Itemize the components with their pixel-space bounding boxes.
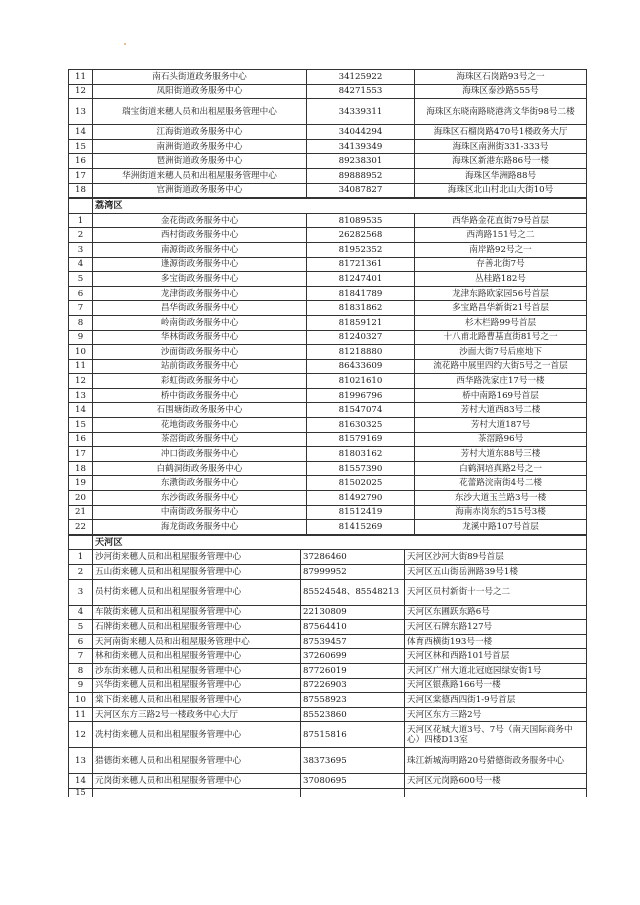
row-center-name: 琶洲街道政务服务中心 [93,154,307,169]
row-center-name: 冲口街政务服务中心 [93,447,307,462]
row-center-name: 车陂街来穗人员和出租屋服务管理中心 [93,605,301,620]
row-center-name: 金花街政务服务中心 [93,213,307,228]
row-center-name: 岭南街政务服务中心 [93,315,307,330]
row-address: 天河区元岗路600号一楼 [405,774,587,789]
row-number: 1 [69,213,93,228]
row-address: 天河区东方三路2号 [405,707,587,722]
row-number: 13 [69,388,93,403]
row-address: 存善北街7号 [415,257,587,272]
table-row [69,168,587,183]
row-center-name: 昌华街政务服务中心 [93,301,307,316]
row-address: 龙津东路欧家园56号首层 [415,286,587,301]
row-number: 18 [69,183,93,198]
row-center-name: 东漖街政务服务中心 [93,476,307,491]
liwan-section-header [69,199,587,214]
liwan-rows [69,213,587,534]
table-row [69,774,587,789]
row-phone: 22130809 [301,605,405,620]
row-number: 7 [69,649,93,664]
liwan-section-title: 荔湾区 [93,199,587,214]
row-center-name: 桥中街政务服务中心 [93,388,307,403]
row-number: 4 [69,257,93,272]
row-address: 海珠区石岗路93号之一 [415,70,587,85]
row-address: 茶滘路96号 [415,432,587,447]
row-address: 海南赤岗东约515号3楼 [415,505,587,520]
tianhe-rows [69,550,587,789]
row-number: 11 [69,359,93,374]
row-center-name: 沙河街来穗人员和出租屋服务管理中心 [93,550,301,565]
table-row [69,418,587,433]
row-number: 2 [69,565,93,580]
row-phone: 89238301 [307,154,415,169]
row-center-name: 石牌街来穗人员和出租屋服务管理中心 [93,620,301,635]
row-phone: 81952352 [307,242,415,257]
row-phone: 81247401 [307,272,415,287]
row-phone: 81721361 [307,257,415,272]
table-row [69,505,587,520]
row-address: 天河区广州大道北冠庭园绿安街1号 [405,663,587,678]
table-row [69,707,587,722]
row-address: 流花路中展里四约大街5号之一首层 [415,359,587,374]
table-row [69,272,587,287]
row-cell-empty [405,788,587,797]
row-center-name: 兴华街来穗人员和出租屋服务管理中心 [93,678,301,693]
row-phone: 87726019 [301,663,405,678]
row-phone: 84271553 [307,84,415,99]
row-address: 芳村大道西83号二楼 [415,403,587,418]
row-number: 16 [69,432,93,447]
row-number: 17 [69,168,93,183]
row-number: 2 [69,228,93,243]
tianhe-table [68,535,587,797]
row-number: 10 [69,345,93,360]
row-address: 天河区员村新街十一号之二 [405,579,587,605]
table-row [69,520,587,535]
row-phone: 81579169 [307,432,415,447]
liwan-section-spacer [69,199,93,214]
row-phone: 81803162 [307,447,415,462]
table-row [69,432,587,447]
row-center-name: 林和街来穗人员和出租屋服务管理中心 [93,649,301,664]
row-address: 海珠区东晓南路晓港湾文华街98号二楼 [415,99,587,125]
row-address: 天河区银燕路166号一楼 [405,678,587,693]
table-row [69,491,587,506]
row-center-name: 东沙街政务服务中心 [93,491,307,506]
row-number: 20 [69,491,93,506]
row-number: 3 [69,242,93,257]
row-center-name: 沙面街政务服务中心 [93,345,307,360]
table-row [69,315,587,330]
row-center-name: 南洲街道政务服务中心 [93,139,307,154]
row-address: 天河区五山街岳洲路39号1楼 [405,565,587,580]
row-center-name: 天河区东方三路2号一楼政务中心大厅 [93,707,301,722]
row-phone: 37260699 [301,649,405,664]
row-center-name: 彩虹街政务服务中心 [93,374,307,389]
table-row [69,99,587,125]
table-row [69,722,587,748]
table-row [69,550,587,565]
row-number: 18 [69,461,93,476]
row-number: 13 [69,748,93,774]
scan-speck [124,43,126,45]
row-number: 11 [69,707,93,722]
row-phone: 81021610 [307,374,415,389]
row-phone: 81996796 [307,388,415,403]
row-center-name: 南源街政务服务中心 [93,242,307,257]
row-number: 9 [69,330,93,345]
table-row [69,374,587,389]
row-number: 15 [69,139,93,154]
row-address: 天河区棠德西四街1-9号首层 [405,693,587,708]
row-phone: 34339311 [307,99,415,125]
row-phone: 86433609 [307,359,415,374]
row-address: 海珠区泰沙路555号 [415,84,587,99]
row-number: 1 [69,550,93,565]
row-phone: 81547074 [307,403,415,418]
row-number: 12 [69,374,93,389]
row-number: 14 [69,125,93,140]
row-center-name: 中南街政务服务中心 [93,505,307,520]
haizhu-table [68,69,587,198]
document-page [68,69,586,797]
table-row [69,634,587,649]
table-row [69,461,587,476]
row-number: 6 [69,634,93,649]
row-address: 西华路金花直街79号首层 [415,213,587,228]
row-center-name: 五山街来穗人员和出租屋服务管理中心 [93,565,301,580]
table-row [69,125,587,140]
table-row [69,154,587,169]
row-center-name: 凤阳街道政务服务中心 [93,84,307,99]
table-row [69,228,587,243]
row-phone: 81630325 [307,418,415,433]
row-phone: 81415269 [307,520,415,535]
row-address: 龙溪中路107号首层 [415,520,587,535]
row-phone: 81859121 [307,315,415,330]
tianhe-section-spacer [69,535,93,550]
row-number: 5 [69,272,93,287]
row-number: 12 [69,722,93,748]
table-row [69,476,587,491]
row-phone: 87226903 [301,678,405,693]
row-address: 花蕾路浣南街4号二楼 [415,476,587,491]
row-center-name: 逢源街政务服务中心 [93,257,307,272]
table-row [69,447,587,462]
row-phone: 81218880 [307,345,415,360]
table-row [69,678,587,693]
row-phone: 34139349 [307,139,415,154]
row-phone: 87539457 [301,634,405,649]
row-center-name: 白鹤洞街政务服务中心 [93,461,307,476]
row-number: 17 [69,447,93,462]
row-number: 22 [69,520,93,535]
table-row [69,359,587,374]
row-cell-empty [301,788,405,797]
table-row [69,693,587,708]
table-row [69,301,587,316]
row-phone: 87564410 [301,620,405,635]
table-row [69,649,587,664]
row-phone: 81240327 [307,330,415,345]
row-number: 14 [69,403,93,418]
row-phone: 81502025 [307,476,415,491]
row-number: 12 [69,84,93,99]
table-row [69,403,587,418]
table-row [69,565,587,580]
table-row [69,257,587,272]
row-center-name: 官洲街道政务服务中心 [93,183,307,198]
row-phone: 87999952 [301,565,405,580]
row-center-name: 棠下街来穗人员和出租屋服务管理中心 [93,693,301,708]
table-row [69,183,587,198]
row-address: 西湾路151号之二 [415,228,587,243]
row-center-name: 海龙街政务服务中心 [93,520,307,535]
row-phone: 87558923 [301,693,405,708]
row-center-name: 站前街政务服务中心 [93,359,307,374]
row-cell-empty [93,788,301,797]
row-center-name: 石围塘街政务服务中心 [93,403,307,418]
row-address: 海珠区石榴岗路470号1楼政务大厅 [415,125,587,140]
row-address: 天河区沙河大街89号首层 [405,550,587,565]
row-center-name: 多宝街政务服务中心 [93,272,307,287]
row-address: 多宝路昌华新街21号首层 [415,301,587,316]
row-number: 21 [69,505,93,520]
row-phone: 81512419 [307,505,415,520]
row-number: 16 [69,154,93,169]
row-number: 6 [69,286,93,301]
row-center-name: 沙东街来穗人员和出租屋服务管理中心 [93,663,301,678]
row-phone: 89888952 [307,168,415,183]
row-center-name: 冼村街来穗人员和出租屋服务管理中心 [93,722,301,748]
row-center-name: 天河南街来穗人员和出租屋服务管理中心 [93,634,301,649]
table-row [69,388,587,403]
table-row [69,605,587,620]
row-number: 7 [69,301,93,316]
row-phone: 81492790 [307,491,415,506]
row-phone: 87515816 [301,722,405,748]
row-address: 天河区东圃跃东路6号 [405,605,587,620]
row-phone: 34087827 [307,183,415,198]
table-row [69,345,587,360]
row-address: 海珠区新港东路86号一楼 [415,154,587,169]
row-address: 西华路洗家庄17号一楼 [415,374,587,389]
row-phone: 37080695 [301,774,405,789]
row-number: 3 [69,579,93,605]
row-address: 沙面大街7号后座地下 [415,345,587,360]
row-phone: 85524548、85548213 [301,579,405,605]
table-row [69,242,587,257]
row-number: 15 [69,418,93,433]
row-phone: 81557390 [307,461,415,476]
row-center-name: 茶滘街政务服务中心 [93,432,307,447]
row-address: 十八甫北路曹基直街81号之一 [415,330,587,345]
row-address: 南岸路92号之一 [415,242,587,257]
row-number: 11 [69,70,93,85]
row-number: 8 [69,663,93,678]
row-number: 9 [69,678,93,693]
table-row-cut [69,788,587,797]
row-address: 体育西横街193号一楼 [405,634,587,649]
row-address: 东沙大道玉兰路3号一楼 [415,491,587,506]
table-row [69,663,587,678]
row-number: 15 [69,788,93,797]
row-phone: 81841789 [307,286,415,301]
haizhu-rows [69,70,587,198]
row-number: 13 [69,99,93,125]
table-row [69,620,587,635]
row-phone: 26282568 [307,228,415,243]
row-phone: 38373695 [301,748,405,774]
row-center-name: 华林街政务服务中心 [93,330,307,345]
row-number: 8 [69,315,93,330]
row-address: 珠江新城海明路20号猎德街政务服务中心 [405,748,587,774]
tianhe-section-title: 天河区 [93,535,587,550]
table-row [69,70,587,85]
row-address: 海珠区北山村北山大街10号 [415,183,587,198]
row-center-name: 员村街来穗人员和出租屋服务管理中心 [93,579,301,605]
table-row [69,84,587,99]
tianhe-section-header [69,535,587,550]
row-phone: 34125922 [307,70,415,85]
row-center-name: 江海街道政务服务中心 [93,125,307,140]
row-address: 海珠区南洲街331-333号 [415,139,587,154]
row-center-name: 瑞宝街道来穗人员和出租屋服务管理中心 [93,99,307,125]
row-center-name: 南石头街道政务服务中心 [93,70,307,85]
table-row [69,139,587,154]
table-row [69,330,587,345]
row-number: 14 [69,774,93,789]
row-number: 4 [69,605,93,620]
row-number: 5 [69,620,93,635]
row-phone: 81089535 [307,213,415,228]
row-center-name: 花地街政务服务中心 [93,418,307,433]
row-center-name: 西村街政务服务中心 [93,228,307,243]
table-row [69,213,587,228]
row-address: 天河区花城大道3号、7号（南天国际商务中心）四楼D13室 [405,722,587,748]
table-row [69,286,587,301]
row-center-name: 元岗街来穗人员和出租屋服务管理中心 [93,774,301,789]
row-address: 天河区石牌东路127号 [405,620,587,635]
row-address: 芳村大道东88号三楼 [415,447,587,462]
table-row [69,748,587,774]
row-address: 海珠区华洲路88号 [415,168,587,183]
row-center-name: 华洲街道来穗人员和出租屋服务管理中心 [93,168,307,183]
row-address: 丛桂路182号 [415,272,587,287]
row-number: 10 [69,693,93,708]
row-number: 19 [69,476,93,491]
row-address: 天河区林和西路101号首层 [405,649,587,664]
row-center-name: 猎德街来穗人员和出租屋服务管理中心 [93,748,301,774]
row-center-name: 龙津街政务服务中心 [93,286,307,301]
row-address: 桥中南路169号首层 [415,388,587,403]
liwan-table [68,198,587,535]
row-phone: 34044294 [307,125,415,140]
row-phone: 85523860 [301,707,405,722]
row-phone: 37286460 [301,550,405,565]
row-address: 杉木栏路99号首层 [415,315,587,330]
row-phone: 81831862 [307,301,415,316]
table-row [69,579,587,605]
row-address: 芳村大道187号 [415,418,587,433]
row-address: 白鹤洞培真路2号之一 [415,461,587,476]
